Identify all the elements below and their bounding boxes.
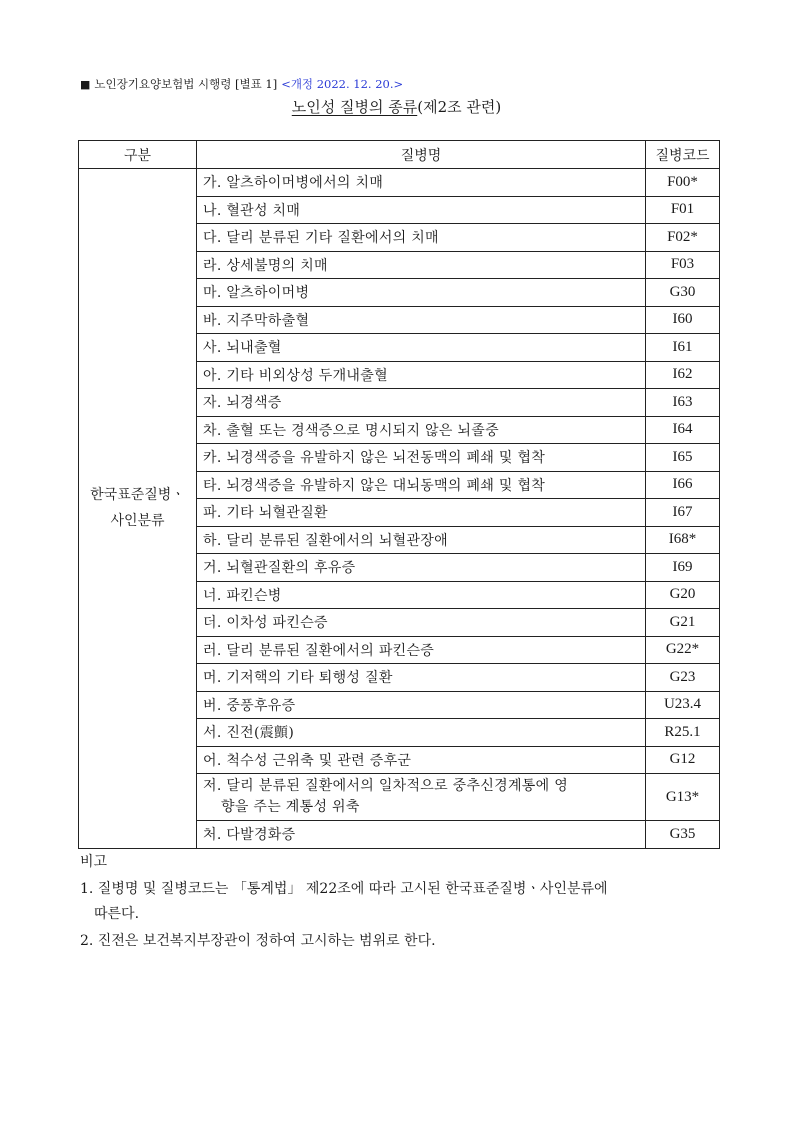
disease-code-cell: F01 — [646, 196, 720, 224]
disease-name-line-1: 저. 달리 분류된 질환에서의 일차적으로 중추신경계통에 영 — [203, 778, 569, 794]
disease-name-cell: 마. 알츠하이머병 — [197, 279, 646, 307]
disease-table — [78, 140, 720, 849]
disease-code-cell: G21 — [646, 609, 720, 637]
disease-code-cell: I68* — [646, 526, 720, 554]
disease-code-cell: I65 — [646, 444, 720, 472]
disease-name-cell: 서. 진전(震顫) — [197, 719, 646, 747]
disease-code-cell: G35 — [646, 821, 720, 849]
disease-name-cell: 타. 뇌경색증을 유발하지 않은 대뇌동맥의 폐쇄 및 협착 — [197, 471, 646, 499]
disease-name-cell: 바. 지주막하출혈 — [197, 306, 646, 334]
disease-name-cell: 거. 뇌혈관질환의 후유증 — [197, 554, 646, 582]
disease-name-cell: 머. 기저핵의 기타 퇴행성 질환 — [197, 664, 646, 692]
disease-code-cell: G20 — [646, 581, 720, 609]
disease-code-cell: G22* — [646, 636, 720, 664]
disease-code-cell: G30 — [646, 279, 720, 307]
disease-code-cell: I67 — [646, 499, 720, 527]
disease-code-cell: G12 — [646, 746, 720, 774]
disease-code-cell: I62 — [646, 361, 720, 389]
disease-name-cell: 라. 상세불명의 치매 — [197, 251, 646, 279]
disease-code-cell: F02* — [646, 224, 720, 252]
category-label-line-2: 사인분류 — [110, 513, 165, 530]
disease-name-cell: 아. 기타 비외상성 두개내출혈 — [197, 361, 646, 389]
header-disease-code: 질병코드 — [646, 141, 720, 169]
category-cell — [79, 169, 197, 849]
disease-code-cell: F03 — [646, 251, 720, 279]
header-disease-name: 질병명 — [197, 141, 646, 169]
note-1-line-1: 1. 질병명 및 질병코드는 「통계법」 제22조에 따라 고시된 한국표준질병ㆍ사인분류에 — [80, 881, 608, 897]
disease-name-cell: 너. 파킨슨병 — [197, 581, 646, 609]
category-label-line-1: 한국표준질병ㆍ — [90, 487, 185, 504]
header-category: 구분 — [79, 141, 197, 169]
disease-code-cell: R25.1 — [646, 719, 720, 747]
disease-name-cell: 차. 출혈 또는 경색증으로 명시되지 않은 뇌졸중 — [197, 416, 646, 444]
disease-name-cell: 더. 이차성 파킨슨증 — [197, 609, 646, 637]
disease-code-cell: I64 — [646, 416, 720, 444]
document-header — [80, 76, 403, 92]
disease-code-cell: I60 — [646, 306, 720, 334]
note-1-line-2: 따른다. — [94, 906, 140, 922]
disease-name-cell: 버. 중풍후유증 — [197, 691, 646, 719]
disease-name-line-2: 향을 주는 계통성 위축 — [221, 799, 360, 815]
disease-name-cell — [197, 774, 646, 821]
disease-code-cell: I69 — [646, 554, 720, 582]
disease-code-cell: U23.4 — [646, 691, 720, 719]
disease-name-cell: 파. 기타 뇌혈관질환 — [197, 499, 646, 527]
disease-name-cell: 다. 달리 분류된 기타 질환에서의 치매 — [197, 224, 646, 252]
disease-name-cell: 카. 뇌경색증을 유발하지 않은 뇌전동맥의 폐쇄 및 협착 — [197, 444, 646, 472]
disease-name-cell: 나. 혈관성 치매 — [197, 196, 646, 224]
disease-name-cell: 처. 다발경화증 — [197, 821, 646, 849]
table-header-row — [79, 141, 720, 169]
square-bullet-icon: ■ — [80, 78, 91, 91]
disease-code-cell: F00* — [646, 169, 720, 197]
disease-code-cell: I61 — [646, 334, 720, 362]
notes-section — [80, 850, 730, 954]
note-item-2: 2. 진전은 보건복지부장관이 정하여 고시하는 범위로 한다. — [80, 933, 436, 949]
disease-code-cell: I66 — [646, 471, 720, 499]
note-item-1 — [80, 877, 730, 927]
disease-code-cell: G23 — [646, 664, 720, 692]
page-title — [0, 96, 793, 117]
disease-name-cell: 하. 달리 분류된 질환에서의 뇌혈관장애 — [197, 526, 646, 554]
table-row — [79, 169, 720, 197]
title-suffix: (제2조 관련) — [417, 98, 502, 116]
disease-code-cell: G13* — [646, 774, 720, 821]
notes-heading: 비고 — [80, 854, 108, 870]
law-reference: 노인장기요양보험법 시행령 [별표 1] — [94, 77, 278, 91]
disease-name-cell: 자. 뇌경색증 — [197, 389, 646, 417]
disease-name-cell: 사. 뇌내출혈 — [197, 334, 646, 362]
disease-code-cell: I63 — [646, 389, 720, 417]
disease-name-cell: 가. 알츠하이머병에서의 치매 — [197, 169, 646, 197]
disease-name-cell: 러. 달리 분류된 질환에서의 파킨슨증 — [197, 636, 646, 664]
revision-date: <개정 2022. 12. 20.> — [281, 77, 404, 91]
disease-name-cell: 어. 척수성 근위축 및 관련 증후군 — [197, 746, 646, 774]
title-main: 노인성 질병의 종류 — [291, 98, 418, 116]
